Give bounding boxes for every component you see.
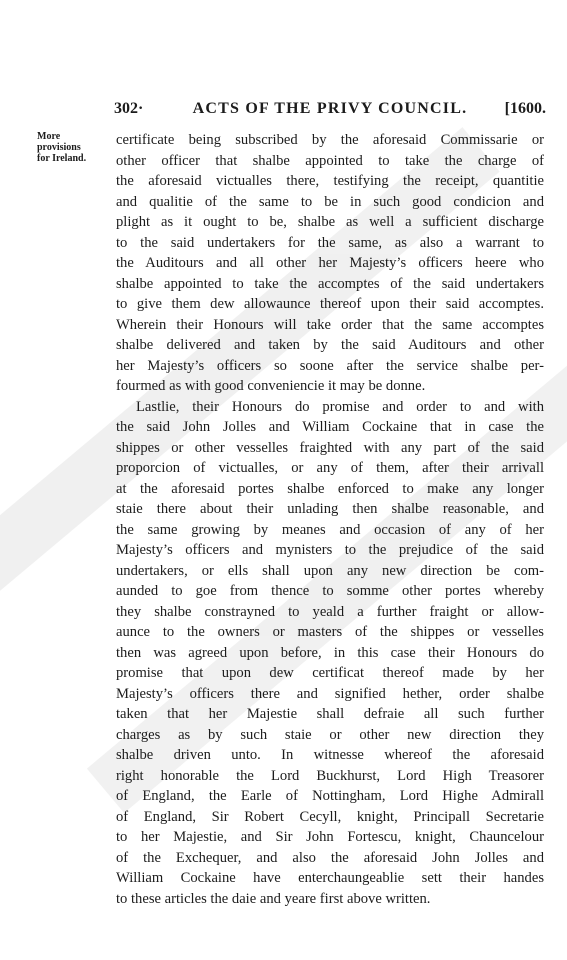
text-line: promise that upon dew certificat thereof made by her bbox=[116, 665, 544, 681]
text-line: Wherein their Honours will take order that the same accomptes bbox=[116, 316, 544, 333]
body-text bbox=[116, 130, 544, 909]
text-line: Lastlie, their Honours do promise and order to and with bbox=[136, 398, 544, 415]
text-line: at the aforesaid portes shalbe enforced to make any longer bbox=[116, 480, 544, 497]
paragraph bbox=[116, 397, 544, 910]
margin-note bbox=[37, 131, 112, 164]
text-line: plight as it ought to be, shalbe as well a sufficient discharge bbox=[116, 214, 544, 230]
text-line: to the said undertakers for the same, as also a warrant to bbox=[116, 234, 544, 251]
text-line: the same growing by meanes and occasion of any of her bbox=[116, 521, 544, 538]
text-line: the Auditours and all other her Majesty’s officers heere who bbox=[116, 255, 544, 271]
text-line: proporcion of victualles, or any of them, after their arrivall bbox=[116, 460, 544, 476]
page-title: ACTS OF THE PRIVY COUNCIL. bbox=[192, 100, 468, 117]
text-line: shalbe appointed to take the accomptes of the said undertakers bbox=[116, 275, 544, 292]
running-head bbox=[114, 98, 546, 120]
text-line: other officer that shalbe appointed to take the charge of bbox=[116, 152, 544, 169]
text-line: Majesty’s officers and mynisters to the prejudice of the said bbox=[116, 542, 544, 558]
text-line: William Cockaine have enterchaungeablie sett their handes bbox=[116, 870, 544, 886]
text-line: they shalbe constrayned to yeald a further fraight or allow- bbox=[116, 603, 544, 620]
text-line: to these articles the daie and yeare first above written. bbox=[116, 890, 431, 907]
text-line: of England, the Earle of Nottingham, Lord Highe Admirall bbox=[116, 788, 544, 804]
text-line: aunce to the owners or masters of the shippes or vesselles bbox=[116, 624, 544, 640]
text-line: her Majesty’s officers so soone after the service shalbe per- bbox=[116, 357, 544, 374]
text-line: shippes or other vesselles fraighted with any part of the said bbox=[116, 439, 544, 456]
text-line: to her Majestie, and Sir John Fortescu, knight, Chauncelour bbox=[116, 829, 544, 845]
text-line: to give them dew allowaunce thereof upon their said accomptes. bbox=[116, 296, 544, 312]
paragraph bbox=[116, 130, 544, 397]
page-number: 302· bbox=[114, 100, 144, 117]
text-line: undertakers, or ells shall upon any new direction be com- bbox=[116, 562, 544, 579]
text-line: staie there about their unlading then shalbe reasonable, and bbox=[116, 501, 544, 517]
year-marker: [1600. bbox=[504, 100, 546, 117]
text-line: of England, Sir Robert Cecyll, knight, Principall Secretarie bbox=[116, 808, 544, 825]
text-line: of the Exchequer, and also the aforesaid John Jolles and bbox=[116, 849, 544, 866]
text-line: and qualitie of the same to be in such good condicion and bbox=[116, 193, 544, 210]
text-line: charges as by such staie or other new direction they bbox=[116, 726, 544, 743]
text-line: Majesty’s officers there and signified hether, order shalbe bbox=[116, 685, 544, 702]
text-line: aunded to goe from thence to somme other portes whereby bbox=[116, 583, 544, 599]
text-line: the said John Jolles and William Cockaine that in case the bbox=[116, 419, 544, 435]
text-line: certificate being subscribed by the aforesaid Commissarie or bbox=[116, 132, 544, 148]
margin-note-line: provisions bbox=[37, 142, 81, 153]
text-line: shalbe delivered and taken by the said Auditours and other bbox=[116, 337, 544, 353]
text-line: then was agreed upon before, in this case their Honours do bbox=[116, 644, 544, 661]
margin-note-line: for Ireland. bbox=[37, 153, 87, 164]
margin-note-line: More bbox=[37, 131, 61, 142]
text-line: shalbe driven unto. In witnesse whereof the aforesaid bbox=[116, 747, 544, 763]
text-line: right honorable the Lord Buckhurst, Lord High Treasorer bbox=[116, 767, 544, 784]
text-line: the aforesaid victualles there, testifying the receipt, quantitie bbox=[116, 173, 544, 189]
text-line: fourmed as with good conveniencie it may be donne. bbox=[116, 378, 426, 394]
text-line: taken that her Majestie shall defraie all such further bbox=[116, 706, 544, 722]
